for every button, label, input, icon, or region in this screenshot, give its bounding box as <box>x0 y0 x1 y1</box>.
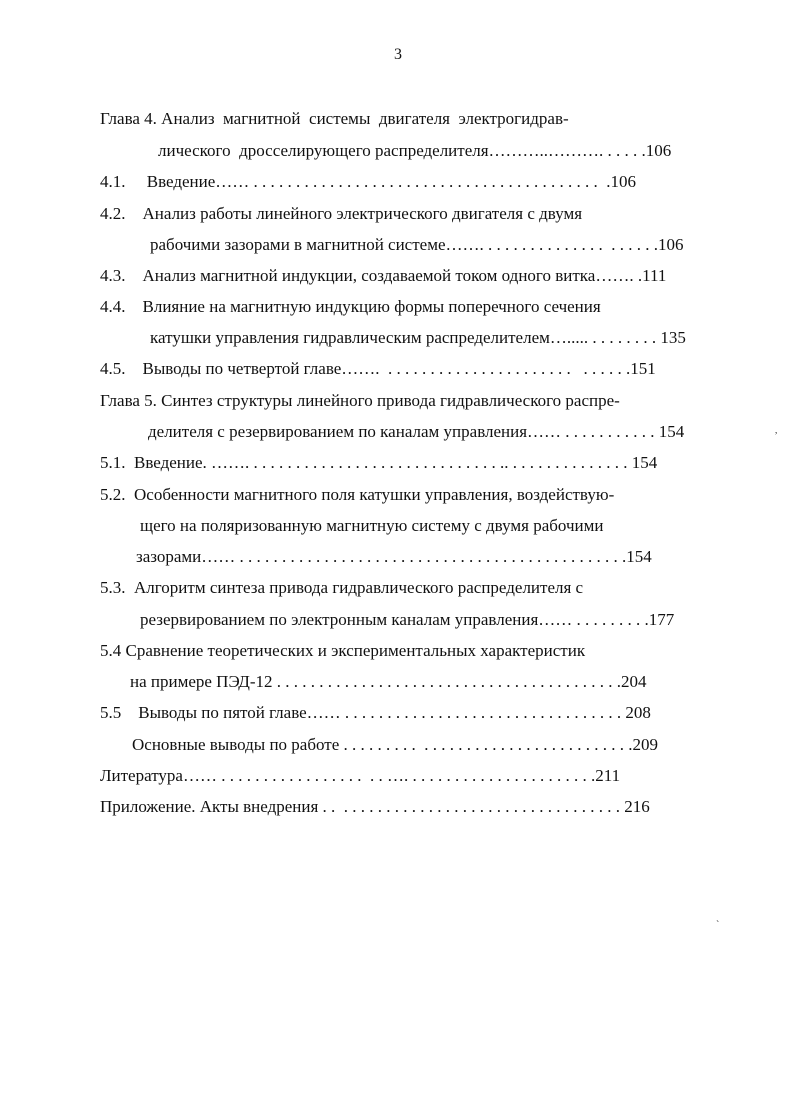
page-number: 3 <box>394 46 402 63</box>
toc-line: 5.2. Особенности магнитного поля катушки управления, воздействую- <box>100 485 615 504</box>
toc-line: 4.4. Влияние на магнитную индукцию формы поперечного сечения <box>100 297 601 316</box>
toc-line: Глава 4. Анализ магнитной системы двигателя электрогидрав- <box>100 109 569 128</box>
toc-line: 5.1. Введение. ……. . . . . . . . . . . . . . . . . . . . . . . . . . . . . . .. . . . . . . . . . . . . . . 154 <box>100 453 658 472</box>
toc-line: резервированием по электронным каналам управления…… . . . . . . . . .177 <box>140 610 675 629</box>
toc-line: щего на поляризованную магнитную систему с двумя рабочими <box>140 516 604 535</box>
toc-line: Литература…… . . . . . . . . . . . . . . . . . . . …. . . . . . . . . . . . . . . . . . . . . . .211 <box>100 766 621 785</box>
toc-line: лического дросселирующего распределителя………..………. . . . . .106 <box>158 141 672 160</box>
toc-line: делителя с резервированием по каналам управления…… . . . . . . . . . . . 154 <box>148 422 685 441</box>
toc-line: рабочими зазорами в магнитной системе……. . . . . . . . . . . . . . . . . . . . .106 <box>150 235 684 254</box>
toc-line: 4.2. Анализ работы линейного электрического двигателя с двумя <box>100 204 583 223</box>
scan-speck: ` <box>716 920 720 931</box>
toc-line: Приложение. Акты внедрения . . . . . . . . . . . . . . . . . . . . . . . . . . . . . . . . . . . 216 <box>100 797 650 816</box>
toc-line: 5.4 Сравнение теоретических и экспериментальных характеристик <box>100 641 586 660</box>
toc-line: Основные выводы по работе . . . . . . . . . . . . . . . . . . . . . . . . . . . . . . . . . .209 <box>132 735 658 754</box>
toc-line: 4.3. Анализ магнитной индукции, создаваемой током одного витка……. .111 <box>100 266 667 285</box>
toc-line: на примере ПЭД-12 . . . . . . . . . . . . . . . . . . . . . . . . . . . . . . . . . . . . . . . . .204 <box>130 672 647 691</box>
toc-line: Глава 5. Синтез структуры линейного привода гидравлического распре- <box>100 391 620 410</box>
toc-line: зазорами…… . . . . . . . . . . . . . . . . . . . . . . . . . . . . . . . . . . . . . . . . . . . . . .154 <box>136 547 652 566</box>
toc-line: 4.1. Введение…… . . . . . . . . . . . . . . . . . . . . . . . . . . . . . . . . . . . . . . . . . .106 <box>100 172 637 191</box>
toc-line: катушки управления гидравлическим распределителем…..... . . . . . . . . 135 <box>150 328 686 347</box>
toc-line: 5.5 Выводы по пятой главе…… . . . . . . . . . . . . . . . . . . . . . . . . . . . . . . . . . 208 <box>100 703 651 722</box>
toc-line: 5.3. Алгоритм синтеза привода гидравлического распределителя с <box>100 578 584 597</box>
scan-speck: , <box>775 425 778 435</box>
toc-line: 4.5. Выводы по четвертой главе……. . . . . . . . . . . . . . . . . . . . . . . . . . . . .151 <box>100 359 656 378</box>
